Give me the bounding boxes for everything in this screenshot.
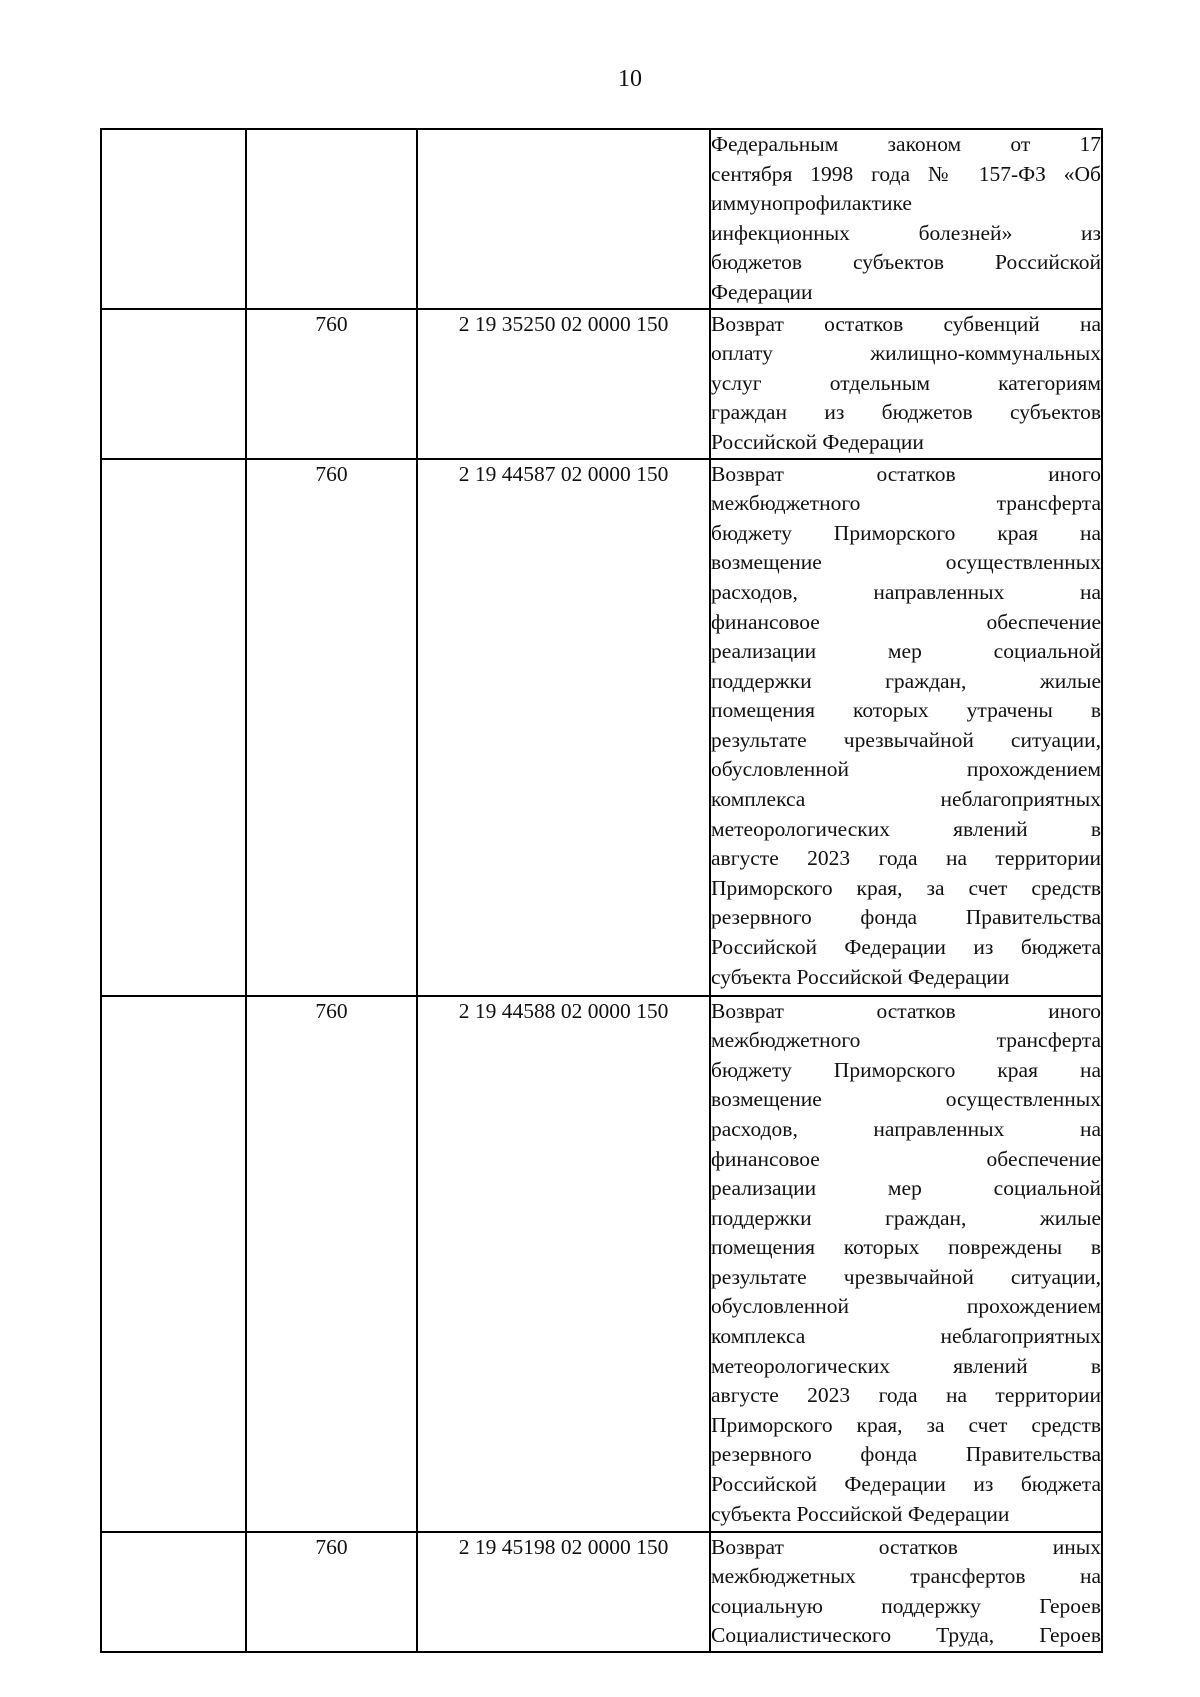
- admin-code-cell: 760: [246, 1532, 417, 1652]
- table-row: [101, 1532, 1102, 1652]
- description-line: межбюджетных трансфертов на: [711, 1564, 1101, 1589]
- description-line: социальную поддержку Героев: [711, 1593, 1101, 1618]
- description-line: резервного фонда Правительства: [711, 905, 1101, 930]
- kbk-code-cell: [417, 129, 710, 309]
- description-line: субъекта Российской Федерации: [711, 1501, 1010, 1526]
- description-line: Российской Федерации: [711, 429, 924, 454]
- description-line: услуг отдельным категориям: [711, 370, 1101, 395]
- kbk-code-cell: 2 19 45198 02 0000 150: [417, 1532, 710, 1652]
- admin-code-cell: 760: [246, 459, 417, 996]
- description-line: бюджету Приморского края на: [711, 1057, 1101, 1082]
- kbk-code-cell: 2 19 44588 02 0000 150: [417, 996, 710, 1532]
- description-cell: [710, 309, 1102, 459]
- description-line: реализации мер социальной: [711, 639, 1101, 664]
- table-row: [101, 129, 1102, 309]
- row-blank-cell: [101, 309, 246, 459]
- table-row: [101, 309, 1102, 459]
- kbk-code-cell: 2 19 44587 02 0000 150: [417, 459, 710, 996]
- description-line: бюджету Приморского края на: [711, 520, 1101, 545]
- description-line: помещения которых утрачены в: [711, 698, 1101, 723]
- description-cell: [710, 129, 1102, 309]
- description-line: результате чрезвычайной ситуации,: [711, 1264, 1101, 1289]
- description-line: Федерации: [711, 279, 813, 304]
- description-line: Приморского края, за счет средств: [711, 875, 1101, 900]
- description-line: реализации мер социальной: [711, 1176, 1101, 1201]
- budget-codes-table: [100, 128, 1103, 1653]
- description-line: возмещение осуществленных: [711, 1087, 1101, 1112]
- description-cell: [710, 1532, 1102, 1652]
- description-line: августе 2023 года на территории: [711, 846, 1101, 871]
- description-line: метеорологических явлений в: [711, 1353, 1101, 1378]
- description-line: августе 2023 года на территории: [711, 1383, 1101, 1408]
- description-line: Приморского края, за счет средств: [711, 1412, 1101, 1437]
- description-line: Возврат остатков иных: [711, 1534, 1101, 1559]
- description-line: межбюджетного трансферта: [711, 1028, 1101, 1053]
- description-line: поддержки граждан, жилые: [711, 1205, 1101, 1230]
- description-line: помещения которых повреждены в: [711, 1235, 1101, 1260]
- description-line: Возврат остатков субвенций на: [711, 311, 1101, 336]
- description-line: финансовое обеспечение: [711, 609, 1101, 634]
- description-line: граждан из бюджетов субъектов: [711, 400, 1101, 425]
- description-line: иммунопрофилактике: [711, 191, 912, 216]
- kbk-code-cell: 2 19 35250 02 0000 150: [417, 309, 710, 459]
- description-line: результате чрезвычайной ситуации,: [711, 727, 1101, 752]
- table-row: [101, 996, 1102, 1532]
- description-line: Социалистического Труда, Героев: [711, 1623, 1101, 1648]
- description-line: Возврат остатков иного: [711, 461, 1101, 486]
- description-line: возмещение осуществленных: [711, 550, 1101, 575]
- description-line: расходов, направленных на: [711, 579, 1101, 604]
- description-line: метеорологических явлений в: [711, 816, 1101, 841]
- table-row: [101, 459, 1102, 996]
- description-line: обусловленной прохождением: [711, 757, 1101, 782]
- description-line: поддержки граждан, жилые: [711, 668, 1101, 693]
- description-line: комплекса неблагоприятных: [711, 1324, 1101, 1349]
- admin-code-cell: 760: [246, 309, 417, 459]
- description-line: Возврат остатков иного: [711, 998, 1101, 1023]
- row-blank-cell: [101, 459, 246, 996]
- description-line: комплекса неблагоприятных: [711, 787, 1101, 812]
- row-blank-cell: [101, 996, 246, 1532]
- description-line: Федеральным законом от 17: [711, 132, 1101, 156]
- description-line: обусловленной прохождением: [711, 1294, 1101, 1319]
- description-line: Российской Федерации из бюджета: [711, 1472, 1101, 1497]
- row-blank-cell: [101, 1532, 246, 1652]
- description-line: субъекта Российской Федерации: [711, 964, 1010, 989]
- description-cell: [710, 459, 1102, 996]
- admin-code-cell: [246, 129, 417, 309]
- description-line: сентября 1998 года № 157-ФЗ «Об: [711, 161, 1101, 186]
- description-line: резервного фонда Правительства: [711, 1442, 1101, 1467]
- description-line: бюджетов субъектов Российской: [711, 250, 1101, 275]
- description-line: финансовое обеспечение: [711, 1146, 1101, 1171]
- description-cell: [710, 996, 1102, 1532]
- row-blank-cell: [101, 129, 246, 309]
- description-line: оплату жилищно-коммунальных: [711, 341, 1101, 366]
- admin-code-cell: 760: [246, 996, 417, 1532]
- description-line: расходов, направленных на: [711, 1116, 1101, 1141]
- description-line: межбюджетного трансферта: [711, 491, 1101, 516]
- page-number: 10: [618, 66, 642, 92]
- description-line: Российской Федерации из бюджета: [711, 935, 1101, 960]
- description-line: инфекционных болезней» из: [711, 220, 1101, 245]
